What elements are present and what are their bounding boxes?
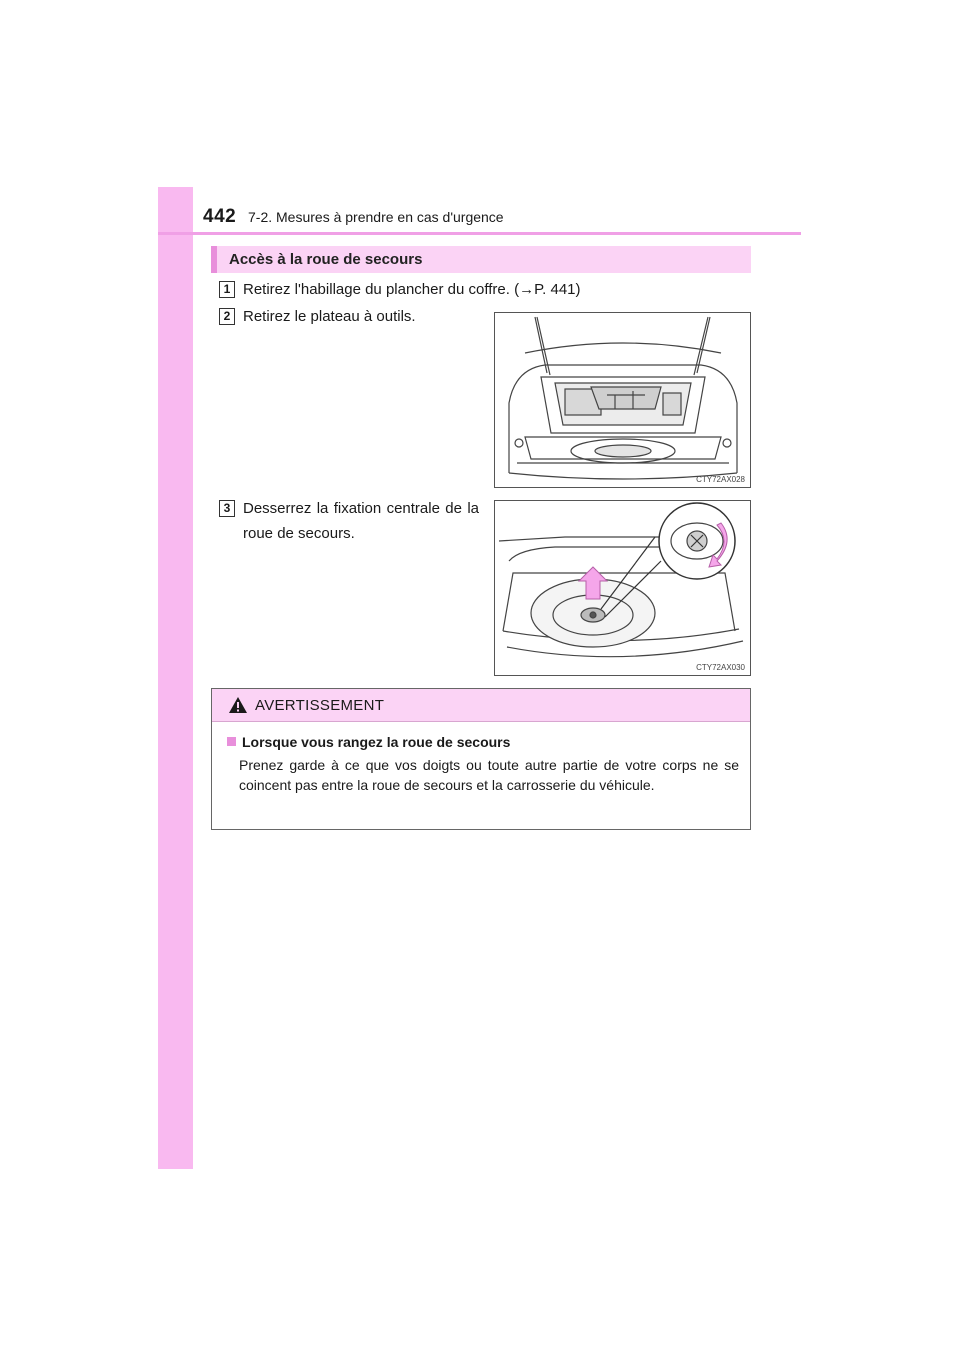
section-title: 7-2. Mesures à prendre en cas d'urgence [248,209,504,225]
warning-header [212,689,750,722]
step-1-text: Retirez l'habillage du plancher du coffre. (→P. 441) [243,281,581,298]
figure-tool-tray [494,312,751,488]
warning-triangle-icon [228,696,248,714]
step-3-text: Desserrez la fixation centrale de la roue de secours. [243,500,479,542]
side-tab-strip [158,187,193,1169]
figure-1-code: CTY72AX028 [696,475,745,484]
warning-body: Prenez garde à ce que vos doigts ou toute autre partie de votre corps ne se coincent pas entre la roue de secours et la carrosserie du véhicule. [239,757,739,793]
section-heading [211,246,751,273]
trunk-tool-tray-illustration [495,313,750,487]
step-1-number: 1 [219,281,235,298]
step-3-number: 3 [219,500,235,517]
step-2-text: Retirez le plateau à outils. [243,308,416,325]
warning-subheading [227,734,510,750]
section-heading-text: Accès à la roue de secours [229,251,423,268]
warning-box [211,688,751,830]
warning-subheading-text: Lorsque vous rangez la roue de secours [242,734,511,750]
figure-spare-wheel [494,500,751,676]
page-number: 442 [203,206,237,227]
square-bullet-icon [227,737,236,746]
warning-label: AVERTISSEMENT [255,697,385,714]
figure-2-code: CTY72AX030 [696,663,745,672]
spare-wheel-illustration [495,501,750,675]
header-rule [158,232,801,235]
step-2-number: 2 [219,308,235,325]
